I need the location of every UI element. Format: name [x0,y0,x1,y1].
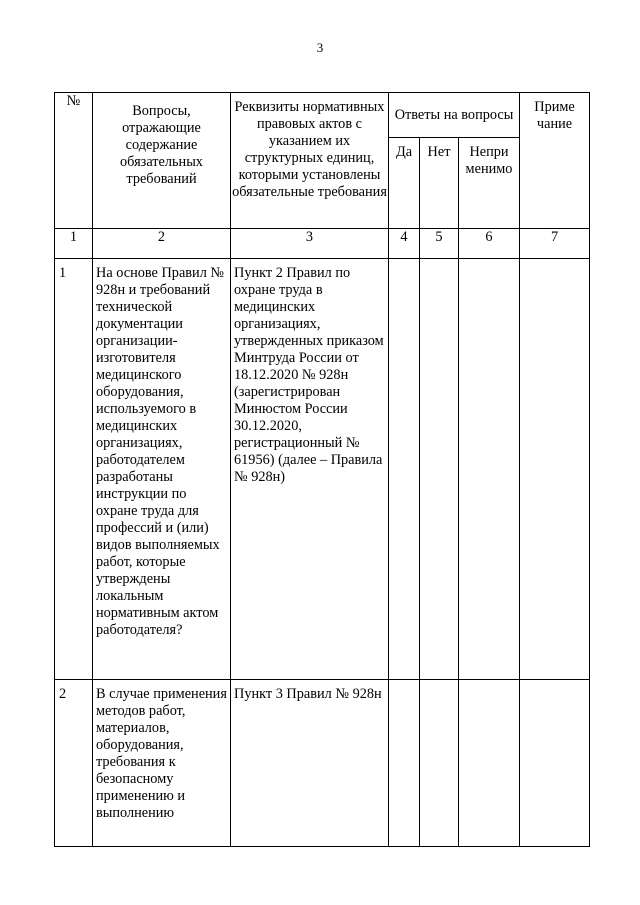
header-no: № [55,93,93,229]
row-question: На основе Правил № 928н и требований технической документации организации-изготовителя медицинского оборудования, используемого в медицинских организациях, работодателем разработаны инструкции по охране труда для профессий и (или) видов выполняемых работ, которые утверждены локальным нормативным актом работодателя? [93,259,231,680]
answer-no-cell[interactable] [420,259,459,680]
row-requisites: Пункт 3 Правил № 928н [231,680,389,847]
row-requisites: Пункт 2 Правил по охране труда в медицинских организациях, утвержденных приказом Минтруда России от 18.12.2020 № 928н (зарегистрирован Минюстом России 30.12.2020, регистрационный № 61956) (далее – Правила № 928н) [231,259,389,680]
note-cell[interactable] [520,680,590,847]
checklist-table [54,92,590,847]
page-number: 3 [316,40,324,55]
column-number-row [55,229,590,259]
column-number: 3 [231,229,389,259]
header-not-applicable: Непри менимо [459,138,520,229]
answer-yes-cell[interactable] [389,680,420,847]
note-cell[interactable] [520,259,590,680]
column-number: 7 [520,229,590,259]
header-row [55,93,590,138]
header-answers: Ответы на вопросы [389,93,520,138]
row-question: В случае применения методов работ, материалов, оборудования, требования к безопасному применению и выполнению [93,680,231,847]
column-number: 5 [420,229,459,259]
header-question: Вопросы, отражающие содержание обязательных требований [93,93,231,229]
answer-not-applicable-cell[interactable] [459,680,520,847]
answer-yes-cell[interactable] [389,259,420,680]
header-note: Приме чание [520,93,590,229]
table-row [55,680,590,847]
column-number: 4 [389,229,420,259]
row-number: 2 [55,680,93,847]
column-number: 6 [459,229,520,259]
table-row [55,259,590,680]
header-no-answer: Нет [420,138,459,229]
header-yes: Да [389,138,420,229]
row-number: 1 [55,259,93,680]
column-number: 1 [55,229,93,259]
header-requisites: Реквизиты нормативных правовых актов с указанием их структурных единиц, которыми установлены обязательные требования [231,93,389,229]
column-number: 2 [93,229,231,259]
answer-not-applicable-cell[interactable] [459,259,520,680]
answer-no-cell[interactable] [420,680,459,847]
